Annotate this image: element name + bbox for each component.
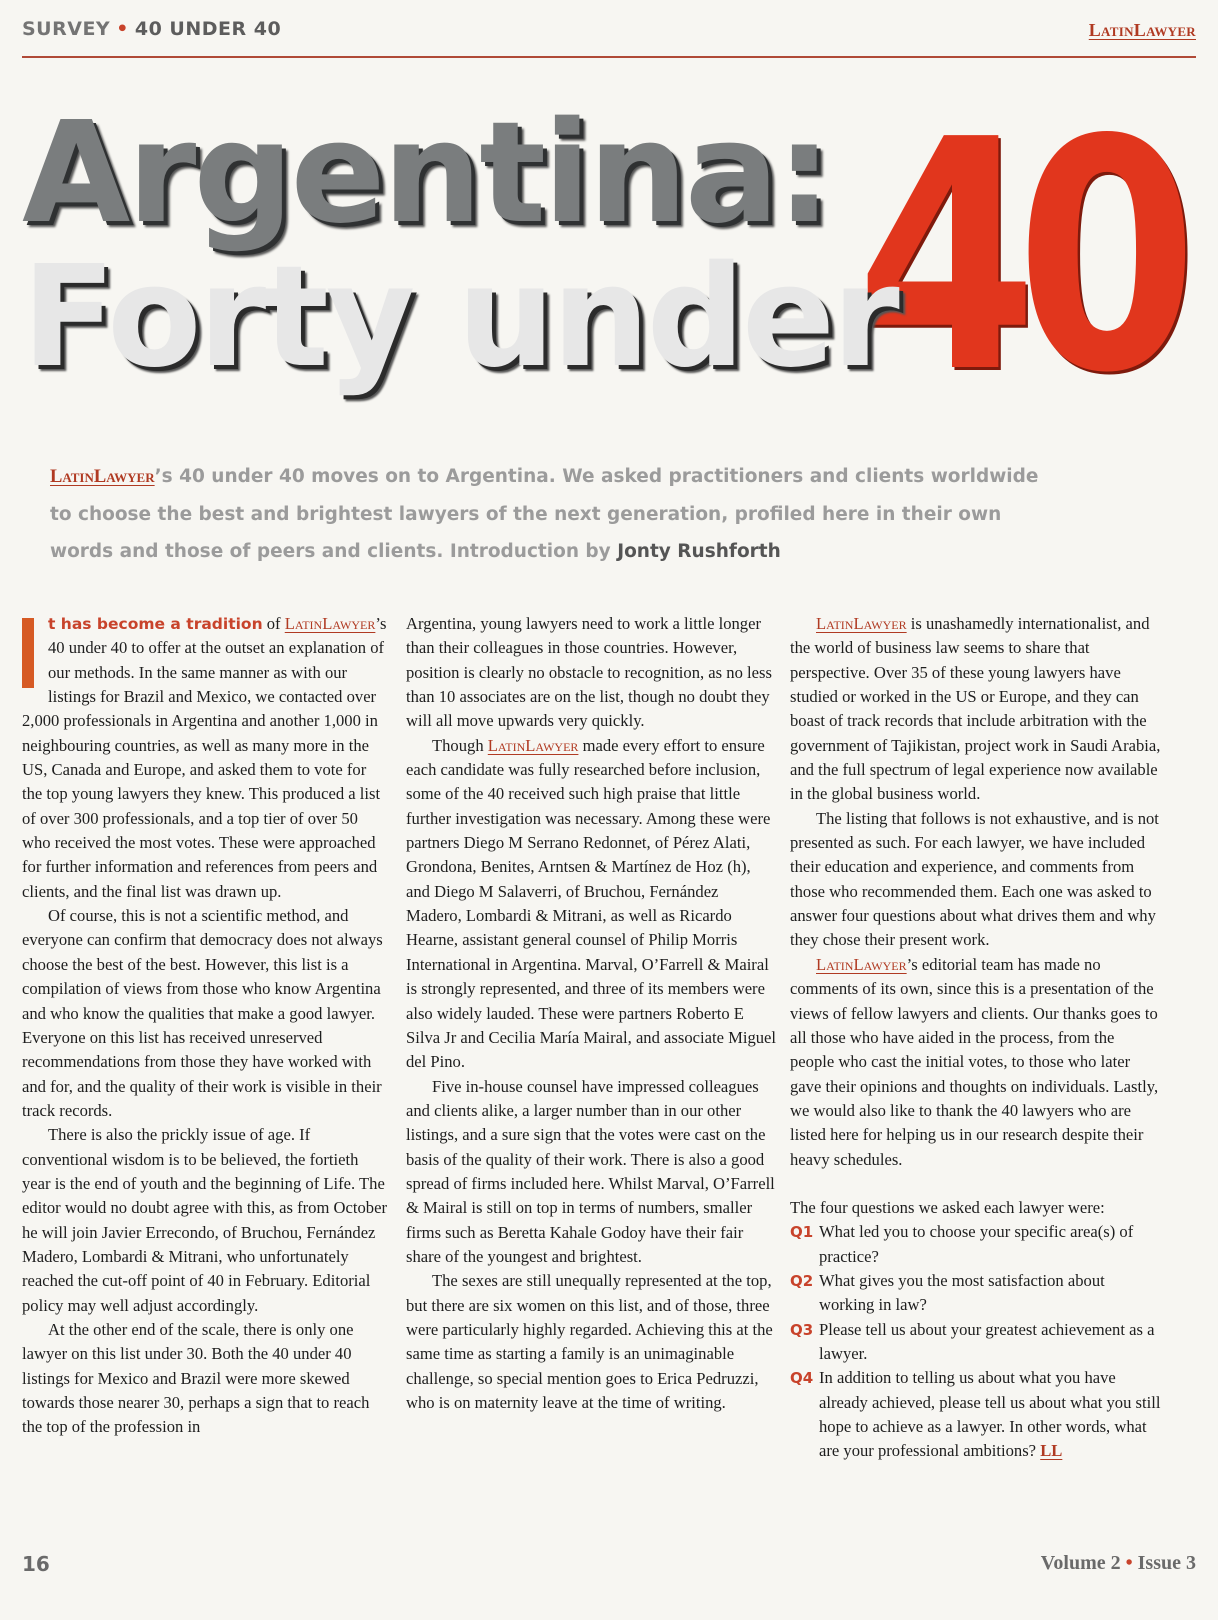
- intro-brand: LatinLawyer: [50, 467, 155, 487]
- page-number: 16: [22, 1552, 50, 1576]
- text-run: ’s editorial team has made no comments of its own, since this is a presentation of the views of fellow lawyers and clients. Our thanks goes to all those who have aided in the process, from the people who cast the initial votes, to those who later gave their opinions and thoughts on individuals. Lastly, we would also like to thank the 40 lawyers who are listed here for helping us in our research despite their heavy schedules.: [790, 954, 1159, 1169]
- inline-brand: LatinLawyer: [816, 954, 907, 974]
- article-column-3: [790, 612, 1162, 1464]
- inline-brand: LatinLawyer: [816, 614, 907, 633]
- paragraph: [790, 953, 1162, 1172]
- headline-number: 40: [856, 72, 1177, 442]
- question-text: What gives you the most satisfaction about working in law?: [819, 1270, 1105, 1315]
- text-run: In addition to telling us about what you have already achieved, please tell us about what you still hope to achieve as a lawyer. In other words, what are your professional ambitions?: [819, 1368, 1161, 1461]
- paragraph: There is also the prickly issue of age. If conventional wisdom is to be believed, the fortieth year is the end of youth and the beginning of Life. The editor would no doubt agree with this, as from October he will join Javier Errecondo, of Bruchou, Fernández Madero, Lombardi & Mitrani, who unfortunately reached the cut-off point of 40 in February. Editorial policy may well adjust accordingly.: [22, 1125, 387, 1315]
- paragraph: Five in-house counsel have impressed colleagues and clients alike, a larger number than in our other listings, and a sure sign that the votes were cast on the basis of the quality of their work. There is also a good spread of firms included here. Whilst Marval, O’Farrell & Mairal is still on top in terms of numbers, smaller firms such as Beretta Kahale Godoy have their fair share of the youngest and brightest.: [406, 1076, 775, 1266]
- question-item: [790, 1366, 1162, 1463]
- paragraph: [406, 734, 778, 1075]
- standfirst: [50, 458, 1050, 570]
- running-header: [22, 18, 281, 40]
- lead-in: t has become a tradition: [48, 615, 263, 633]
- paragraph: [790, 612, 1162, 807]
- text-run: of: [262, 614, 285, 633]
- intro-text: ’s 40 under 40 moves on to Argentina. We asked practitioners and clients worldwide to choose the best and brightest lawyers of the next generation, profiled here in their own words and those of peers and clients. Introduction by: [50, 466, 1039, 562]
- volume-label: Volume 2: [1040, 1552, 1121, 1574]
- article-column-2: [406, 612, 778, 1415]
- question-text: [819, 1366, 1162, 1463]
- header-rule: [22, 56, 1196, 58]
- inline-brand: LatinLawyer: [284, 614, 376, 633]
- brand-logo: LatinLawyer: [1088, 20, 1196, 40]
- question-text: Please tell us about your greatest achievement as a lawyer.: [819, 1319, 1155, 1363]
- paragraph: Argentina, young lawyers need to work a little longer than their colleagues in those countries. However, position is clearly no obstacle to recognition, as no less than 10 associates are on the list, though no doubt they will all move upwards very quickly.: [406, 614, 772, 731]
- question-text: What led you to choose your specific area(s) of practice?: [819, 1222, 1134, 1266]
- paragraph: Of course, this is not a scientific method, and everyone can confirm that democracy does not always choose the best of the best. However, this list is a compilation of views from those who know Argentina and who know the qualities that make a good lawyer. Everyone on this list has received unreserved recommendations from those they have worked with and for, and the quality of their work is visible in their track records.: [22, 906, 383, 1120]
- text-run: ’s 40 under 40 to offer at the outset an explanation of our methods. In the same manner as with our listings for Brazil and Mexico, we contacted over 2,000 professionals in Argentina and another 1,000 in neighbouring countries, as well as many more in the US, Canada and Europe, and asked them to vote for the top young lawyers they knew. This produced a list of over 300 professionals, and a top tier of over 50 who received the most votes. These were approached for further information and references from peers and clients, and the final list was drawn up.: [22, 614, 387, 901]
- question-number: Q2: [790, 1271, 814, 1290]
- question-item: [790, 1269, 1162, 1318]
- header-section: SURVEY: [22, 18, 111, 40]
- drop-cap-bar: [22, 618, 34, 688]
- header-separator: •: [116, 18, 129, 40]
- intro-author: Jonty Rushforth: [617, 541, 781, 562]
- question-number: Q4: [790, 1369, 814, 1388]
- text-run: Though: [432, 735, 488, 755]
- text-run: is unashamedly internationalist, and the world of business law seems to share that perspective. Over 35 of these young lawyers have studied or worked in the US or Europe, and they can boast of track records that include arbitration with the government of Tajikistan, project work in Saudi Arabia, and the full spectrum of legal experience now available in the global business world.: [790, 614, 1161, 804]
- issue-info: [1041, 1552, 1196, 1575]
- headline-line-2: Forty under: [22, 236, 897, 399]
- issue-label: Issue 3: [1137, 1552, 1196, 1574]
- article-column-1: [22, 612, 390, 1440]
- questions-intro: The four questions we asked each lawyer were:: [790, 1197, 1105, 1217]
- question-item: [790, 1220, 1162, 1269]
- question-item: [790, 1318, 1162, 1367]
- inline-brand: LatinLawyer: [487, 735, 579, 755]
- paragraph: The sexes are still unequally represented at the top, but there are six women on this list, and of those, three were particularly highly regarded. Achieving this at the same time as starting a family is an unimaginable challenge, so special mention goes to Erica Pedruzzi, who is on maternity leave at the time of writing.: [406, 1271, 773, 1412]
- text-run: made every effort to ensure each candidate was fully researched before inclusion, some of the 40 received such high praise that little further investigation was necessary. Among these were partners Diego M Serrano Redonnet, of Pérez Alati, Grondona, Benites, Arntsen & Martínez de Hoz (h), and Diego M Salaverri, of Bruchou, Fernández Madero, Lombardi & Mitrani, as well as Ricardo Hearne, assistant general counsel of Philip Morris International in Argentina. Marval, O’Farrell & Mairal is strongly represented, and three of its members were also widely lauded. These were partners Roberto E Silva Jr and Cecilia María Mairal, and associate Miguel del Pino.: [406, 735, 777, 1072]
- paragraph: [22, 612, 390, 904]
- end-mark: LL: [1040, 1441, 1063, 1461]
- headline-line-1: Argentina:: [22, 92, 830, 255]
- question-number: Q3: [790, 1320, 814, 1339]
- questions-list: [790, 1196, 1162, 1464]
- paragraph: The listing that follows is not exhaustive, and is not presented as such. For each lawyer, we have included their education and experience, and comments from those who recommended them. Each one was asked to answer four questions about what drives them and why they chose their present work.: [790, 808, 1159, 950]
- header-title: 40 UNDER 40: [134, 18, 282, 40]
- paragraph: At the other end of the scale, there is only one lawyer on this list under 30. Both the 40 under 40 listings for Mexico and Brazil were more skewed towards those nearer 30, perhaps a sign that to reach the top of the profession in: [22, 1319, 370, 1437]
- footer-separator: •: [1125, 1552, 1133, 1574]
- question-number: Q1: [790, 1223, 814, 1242]
